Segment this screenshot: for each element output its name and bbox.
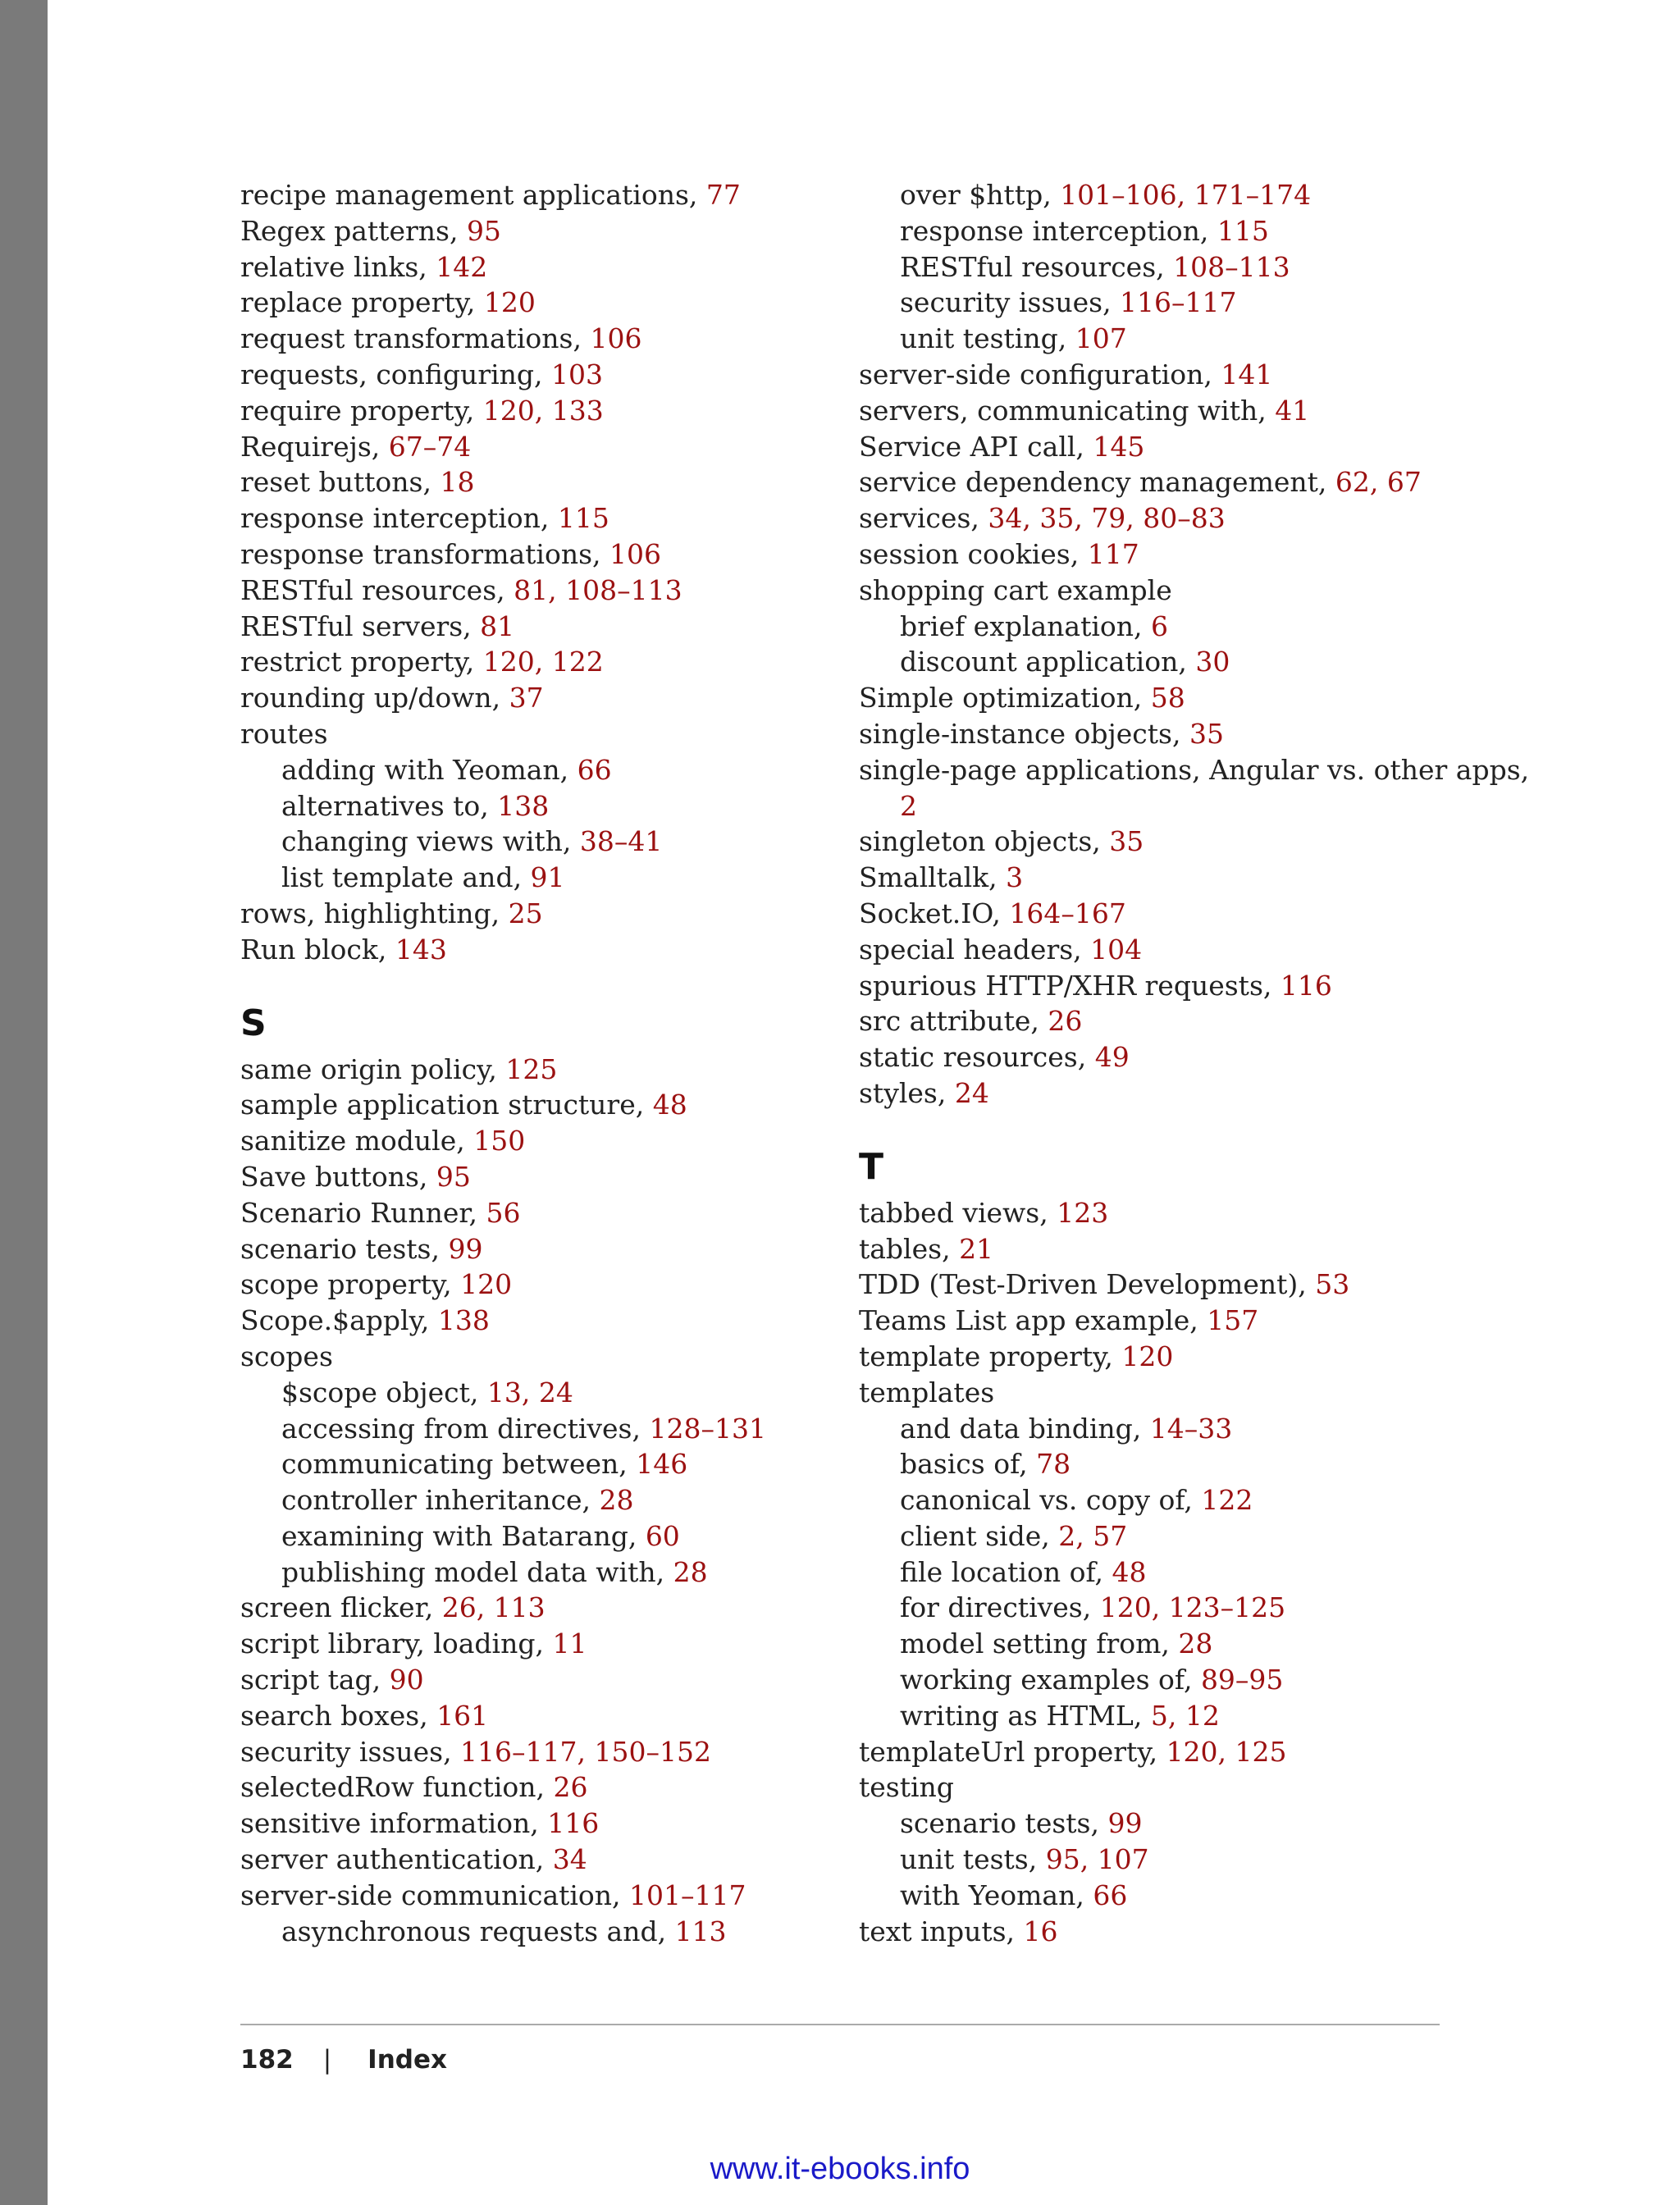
index-entry	[240, 716, 897, 752]
index-subentry	[859, 1698, 1515, 1734]
page-reference-link[interactable]: 66	[577, 753, 612, 786]
page-reference-link[interactable]: 58	[1150, 682, 1185, 714]
page-reference-link[interactable]: 164–167	[1009, 897, 1126, 929]
index-term: sample application structure,	[240, 1089, 653, 1121]
page-reference-link[interactable]: 161	[436, 1699, 489, 1732]
page-reference-link[interactable]: 103	[551, 358, 604, 390]
index-term: Smalltalk,	[859, 861, 1007, 894]
index-term: spurious HTTP/XHR requests,	[859, 969, 1281, 1002]
index-entry	[859, 464, 1515, 500]
index-term: services,	[859, 502, 988, 535]
index-term: servers, communicating with,	[859, 394, 1276, 427]
page-reference-link[interactable]: 116	[1280, 969, 1332, 1002]
index-term: brief explanation,	[900, 609, 1152, 642]
index-term: single-page applications, Angular vs. other apps,	[859, 753, 1530, 786]
index-term: scenario tests,	[900, 1807, 1108, 1840]
index-term: sanitize module,	[240, 1125, 474, 1157]
index-entry	[859, 393, 1515, 429]
index-entry	[240, 1159, 897, 1195]
index-term: recipe management applications,	[240, 179, 706, 211]
page-reference-link[interactable]: 99	[1107, 1807, 1143, 1840]
page-reference-link[interactable]: 90	[389, 1664, 424, 1696]
page-reference-link[interactable]: 18	[440, 466, 475, 499]
index-subentry	[859, 1482, 1515, 1518]
page-reference-link[interactable]: 125	[505, 1052, 558, 1085]
index-column-left	[240, 177, 897, 1949]
index-entry	[240, 536, 897, 573]
page-reference-link[interactable]: 157	[1207, 1304, 1259, 1337]
index-entry	[240, 1734, 897, 1770]
index-term: server-side communication,	[240, 1879, 630, 1911]
index-term: discount application,	[900, 646, 1196, 678]
page-reference-link[interactable]: 116–117, 150–152	[460, 1735, 711, 1768]
index-entry	[240, 1878, 897, 1914]
page-reference-link[interactable]: 142	[436, 250, 488, 283]
page-reference-link[interactable]: 120, 122	[482, 646, 604, 678]
index-term: scope property,	[240, 1268, 461, 1301]
scan-margin-bar	[0, 0, 48, 2205]
index-subentry	[240, 788, 897, 824]
footer-rule	[240, 2024, 1440, 2025]
page-reference-link[interactable]: 13, 24	[486, 1376, 573, 1408]
index-term: response transformations,	[240, 537, 610, 570]
index-subentry	[240, 1446, 897, 1482]
page-reference-link[interactable]: 66	[1093, 1879, 1128, 1911]
page-reference-link[interactable]: 122	[1201, 1484, 1253, 1517]
index-term: static resources,	[859, 1041, 1095, 1074]
index-term: scopes	[240, 1340, 333, 1372]
index-entry	[240, 249, 897, 285]
index-entry	[859, 573, 1515, 609]
index-entry	[859, 680, 1515, 716]
page-reference-link[interactable]: 56	[486, 1196, 521, 1229]
index-subentry	[859, 249, 1515, 285]
page-reference-link[interactable]: 115	[1217, 214, 1269, 247]
index-term: templates	[859, 1376, 995, 1408]
index-entry	[859, 896, 1515, 932]
index-entry	[240, 1267, 897, 1303]
index-term: asynchronous requests and,	[281, 1915, 675, 1947]
index-entry	[240, 1842, 897, 1878]
index-subentry	[240, 752, 897, 788]
index-entry	[859, 716, 1515, 752]
page-reference-link[interactable]: 28	[673, 1555, 708, 1588]
page-number: 182	[240, 2045, 294, 2075]
page-reference-link[interactable]: 115	[557, 502, 609, 535]
index-term: single-instance objects,	[859, 717, 1189, 750]
index-term: over $http,	[900, 179, 1061, 211]
index-subentry	[859, 1806, 1515, 1842]
index-term: for directives,	[900, 1591, 1100, 1624]
index-entry	[859, 824, 1515, 860]
page-reference-link[interactable]: 48	[652, 1089, 687, 1121]
index-entry	[859, 429, 1515, 465]
index-subentry	[240, 1518, 897, 1554]
index-term: model setting from,	[900, 1628, 1179, 1660]
page-reference-link[interactable]: 62, 67	[1335, 466, 1422, 499]
index-entry	[859, 752, 1530, 788]
watermark-link[interactable]: www.it-ebooks.info	[710, 2152, 970, 2186]
index-term: examining with Batarang,	[281, 1519, 646, 1552]
index-term: restrict property,	[240, 646, 483, 678]
index-term: Regex patterns,	[240, 214, 467, 247]
page-reference-link[interactable]: 117	[1087, 537, 1139, 570]
index-term: tabbed views,	[859, 1196, 1057, 1229]
page-reference-link[interactable]: 37	[509, 682, 544, 714]
index-term: testing	[859, 1771, 954, 1804]
index-entry	[859, 932, 1515, 968]
page-reference-link[interactable]: 25	[508, 897, 543, 929]
index-term: response interception,	[900, 214, 1217, 247]
page-reference-link[interactable]: 141	[1221, 358, 1273, 390]
section-title: Index	[368, 2045, 447, 2075]
index-entry	[240, 609, 897, 645]
page-reference-link[interactable]: 5, 12	[1150, 1699, 1220, 1732]
page-reference-link[interactable]: 113	[674, 1915, 727, 1947]
page-footer	[240, 2045, 447, 2075]
page-reference-link[interactable]: 41	[1275, 394, 1310, 427]
index-entry	[240, 393, 897, 429]
index-term: shopping cart example	[859, 573, 1172, 606]
index-term: client side,	[900, 1519, 1059, 1552]
index-term: search boxes,	[240, 1699, 437, 1732]
page-reference-link[interactable]: 28	[599, 1484, 634, 1517]
index-term: Run block,	[240, 933, 395, 966]
index-term: routes	[240, 717, 328, 750]
index-term: list template and,	[281, 861, 531, 894]
index-term: styles,	[859, 1076, 955, 1109]
index-entry	[859, 860, 1515, 896]
index-term: templateUrl property,	[859, 1735, 1166, 1768]
index-entry	[859, 357, 1515, 393]
index-entry	[240, 1231, 897, 1267]
index-subentry	[859, 1411, 1515, 1447]
page-reference-link[interactable]: 128–131	[649, 1412, 766, 1445]
index-entry	[240, 1123, 897, 1159]
page-reference-link[interactable]: 28	[1178, 1628, 1213, 1660]
index-entry	[240, 1339, 897, 1375]
index-subentry	[859, 1626, 1515, 1662]
index-term: controller inheritance,	[281, 1484, 600, 1517]
index-entry	[240, 644, 897, 680]
page-reference-link[interactable]: 104	[1090, 933, 1143, 966]
index-term: $scope object,	[281, 1376, 487, 1408]
page-reference-link[interactable]: 26	[1048, 1005, 1083, 1038]
index-entry	[240, 500, 897, 536]
index-term: response interception,	[240, 502, 558, 535]
index-subentry	[859, 1446, 1515, 1482]
index-entry	[859, 1267, 1515, 1303]
page-reference-link[interactable]: 95, 107	[1045, 1843, 1149, 1876]
index-term: sensitive information,	[240, 1807, 548, 1840]
page-reference-link[interactable]: 81	[480, 609, 515, 642]
page-reference-link[interactable]: 26, 113	[441, 1591, 546, 1624]
index-term: accessing from directives,	[281, 1412, 650, 1445]
index-entry	[240, 1662, 897, 1698]
page-reference-link[interactable]: 30	[1195, 646, 1230, 678]
index-entry	[240, 1052, 897, 1088]
index-entry	[240, 429, 897, 465]
index-subentry	[240, 1411, 897, 1447]
index-term: file location of,	[900, 1555, 1112, 1588]
page-reference-link[interactable]: 120	[1121, 1340, 1174, 1372]
index-entry	[240, 285, 897, 321]
index-entry	[240, 1698, 897, 1734]
index-term: security issues,	[900, 286, 1121, 319]
index-term: template property,	[859, 1340, 1122, 1372]
index-term: session cookies,	[859, 537, 1088, 570]
page-reference-link[interactable]: 2	[900, 789, 917, 822]
page-reference-link[interactable]: 60	[645, 1519, 680, 1552]
page-reference-link[interactable]: 34	[552, 1843, 587, 1876]
index-subentry	[240, 1375, 897, 1411]
index-entry	[859, 1231, 1515, 1267]
index-term: replace property,	[240, 286, 484, 319]
page-reference-link[interactable]: 146	[636, 1448, 688, 1481]
index-subentry	[859, 285, 1515, 321]
index-subentry	[859, 644, 1515, 680]
index-subentry	[859, 177, 1515, 213]
page-reference-link[interactable]: 150	[473, 1125, 526, 1157]
index-term: RESTful resources,	[900, 250, 1174, 283]
index-entry	[240, 1590, 897, 1626]
index-subentry	[859, 1554, 1515, 1591]
index-subentry	[240, 860, 897, 896]
page-reference-link[interactable]: 138	[437, 1304, 490, 1337]
page-reference-link[interactable]: 26	[553, 1771, 588, 1804]
page-reference-link[interactable]: 106	[590, 322, 642, 355]
page-reference-link[interactable]: 77	[705, 179, 741, 211]
index-term: canonical vs. copy of,	[900, 1484, 1202, 1517]
index-subentry	[859, 321, 1515, 357]
page-reference-link[interactable]: 38–41	[579, 825, 663, 858]
index-term: Teams List app example,	[859, 1304, 1208, 1337]
page-reference-link[interactable]: 108–113	[1173, 250, 1290, 283]
index-term: Service API call,	[859, 430, 1093, 463]
index-subentry	[859, 609, 1515, 645]
footer-separator: |	[322, 2045, 332, 2075]
index-entry	[859, 1375, 1515, 1411]
index-term: publishing model data with,	[281, 1555, 673, 1588]
page-reference-link[interactable]: 24	[954, 1076, 989, 1109]
index-column-right	[859, 177, 1530, 1949]
index-entry	[240, 680, 897, 716]
index-term: RESTful servers,	[240, 609, 481, 642]
page-reference-link[interactable]: 123	[1057, 1196, 1109, 1229]
index-term: working examples of,	[900, 1664, 1201, 1696]
index-entry	[240, 1626, 897, 1662]
index-entry	[240, 1303, 897, 1339]
page-reference-link[interactable]: 3	[1006, 861, 1024, 894]
index-entry	[859, 1039, 1515, 1075]
page-reference-link[interactable]: 49	[1094, 1041, 1130, 1074]
page-reference-link[interactable]: 53	[1315, 1268, 1350, 1301]
index-entry	[240, 177, 897, 213]
page-reference-link[interactable]: 95	[436, 1160, 471, 1193]
index-subentry	[859, 1590, 1515, 1626]
index-term: requests, configuring,	[240, 358, 552, 390]
page-reference-link[interactable]: 101–117	[629, 1879, 746, 1911]
page-reference-link[interactable]: 81, 108–113	[514, 573, 682, 606]
page-reference-link[interactable]: 78	[1036, 1448, 1071, 1481]
index-term: request transformations,	[240, 322, 591, 355]
index-entry	[240, 1087, 897, 1123]
index-entry	[859, 500, 1515, 536]
index-term: unit tests,	[900, 1843, 1046, 1876]
index-entry	[240, 357, 897, 393]
page-reference-link[interactable]: 120, 125	[1166, 1735, 1287, 1768]
index-subentry	[240, 1554, 897, 1591]
page-reference-link[interactable]: 106	[609, 537, 662, 570]
page-reference-link[interactable]: 91	[530, 861, 565, 894]
page-reference-link[interactable]: 120, 133	[482, 394, 604, 427]
index-entry	[240, 213, 897, 249]
index-subentry	[859, 1518, 1515, 1554]
page-reference-link[interactable]: 34, 35, 79, 80–83	[988, 502, 1226, 535]
page-reference-link[interactable]: 16	[1023, 1915, 1058, 1947]
index-entry	[859, 1003, 1515, 1039]
page-reference-link[interactable]: 2, 57	[1058, 1519, 1128, 1552]
page-reference-link[interactable]: 11	[552, 1628, 587, 1660]
index-entry	[859, 968, 1515, 1004]
page-reference-link[interactable]: 35	[1109, 825, 1144, 858]
index-entry	[859, 1734, 1515, 1770]
index-entry	[240, 1769, 897, 1806]
index-subentry	[240, 824, 897, 860]
page-reference-link[interactable]: 6	[1151, 609, 1169, 642]
page-reference-link[interactable]: 95	[466, 214, 501, 247]
index-term: src attribute,	[859, 1005, 1048, 1038]
index-entry	[240, 1195, 897, 1231]
index-term: alternatives to,	[281, 789, 498, 822]
index-term: Simple optimization,	[859, 682, 1151, 714]
index-term: RESTful resources,	[240, 573, 514, 606]
index-term: server authentication,	[240, 1843, 553, 1876]
page-reference-link[interactable]: 120	[460, 1268, 513, 1301]
index-term: screen flicker,	[240, 1591, 442, 1624]
index-entry	[240, 464, 897, 500]
index-term: scenario tests,	[240, 1232, 449, 1265]
index-term: communicating between,	[281, 1448, 637, 1481]
index-term: relative links,	[240, 250, 436, 283]
index-entry	[859, 1303, 1515, 1339]
index-entry	[240, 573, 897, 609]
index-term: and data binding,	[900, 1412, 1150, 1445]
index-term: script tag,	[240, 1664, 390, 1696]
index-term: script library, loading,	[240, 1628, 553, 1660]
page-reference-link[interactable]: 67–74	[388, 430, 472, 463]
index-term: TDD (Test-Driven Development),	[859, 1268, 1316, 1301]
page-reference-link[interactable]: 116–117	[1120, 286, 1237, 319]
index-subentry	[240, 1482, 897, 1518]
page-reference-link[interactable]: 120, 123–125	[1099, 1591, 1286, 1624]
index-term: Scope.$apply,	[240, 1304, 438, 1337]
page-reference-link[interactable]: 21	[959, 1232, 994, 1265]
page-reference-link[interactable]: 48	[1112, 1555, 1147, 1588]
index-entry	[240, 896, 897, 932]
index-subentry	[859, 1842, 1515, 1878]
index-entry	[240, 932, 897, 968]
index-subentry	[859, 788, 1515, 824]
index-subentry	[859, 1878, 1515, 1914]
index-term: adding with Yeoman,	[281, 753, 578, 786]
index-term: special headers,	[859, 933, 1091, 966]
index-term: require property,	[240, 394, 483, 427]
index-term: writing as HTML,	[900, 1699, 1151, 1732]
index-term: security issues,	[240, 1735, 461, 1768]
letter-heading: T	[859, 1145, 884, 1188]
index-term: service dependency management,	[859, 466, 1335, 499]
index-term: rows, highlighting,	[240, 897, 509, 929]
page-reference-link[interactable]: 138	[497, 789, 550, 822]
page-reference-link[interactable]: 143	[395, 933, 447, 966]
index-entry	[859, 1075, 1515, 1112]
page-reference-link[interactable]: 99	[448, 1232, 483, 1265]
index-subentry	[859, 1662, 1515, 1698]
index-term: server-side configuration,	[859, 358, 1221, 390]
index-entry	[859, 1914, 1515, 1950]
page-reference-link[interactable]: 116	[547, 1807, 600, 1840]
index-term: Requirejs,	[240, 430, 389, 463]
index-term: changing views with,	[281, 825, 580, 858]
index-term: unit testing,	[900, 322, 1075, 355]
page-reference-link[interactable]: 101–106, 171–174	[1060, 179, 1312, 211]
index-entry	[859, 536, 1515, 573]
index-subentry	[859, 213, 1515, 249]
index-subentry	[240, 1914, 897, 1950]
page-reference-link[interactable]: 120	[483, 286, 536, 319]
index-term: singleton objects,	[859, 825, 1110, 858]
page-reference-link[interactable]: 14–33	[1149, 1412, 1233, 1445]
page-reference-link[interactable]: 107	[1075, 322, 1127, 355]
index-entry	[859, 1769, 1515, 1806]
index-term: rounding up/down,	[240, 682, 509, 714]
index-entry	[859, 1195, 1515, 1231]
page-reference-link[interactable]: 35	[1189, 717, 1224, 750]
index-term: tables,	[859, 1232, 960, 1265]
index-term: basics of,	[900, 1448, 1037, 1481]
page-reference-link[interactable]: 89–95	[1200, 1664, 1284, 1696]
index-term: with Yeoman,	[900, 1879, 1093, 1911]
index-term: Socket.IO,	[859, 897, 1010, 929]
index-term: same origin policy,	[240, 1052, 506, 1085]
letter-heading: S	[240, 1002, 267, 1044]
index-term: text inputs,	[859, 1915, 1024, 1947]
index-entry	[240, 1806, 897, 1842]
index-entry	[859, 1339, 1515, 1375]
index-term: Save buttons,	[240, 1160, 436, 1193]
index-term: Scenario Runner,	[240, 1196, 486, 1229]
index-term: reset buttons,	[240, 466, 441, 499]
index-entry	[240, 321, 897, 357]
index-term: selectedRow function,	[240, 1771, 554, 1804]
page-reference-link[interactable]: 145	[1093, 430, 1145, 463]
